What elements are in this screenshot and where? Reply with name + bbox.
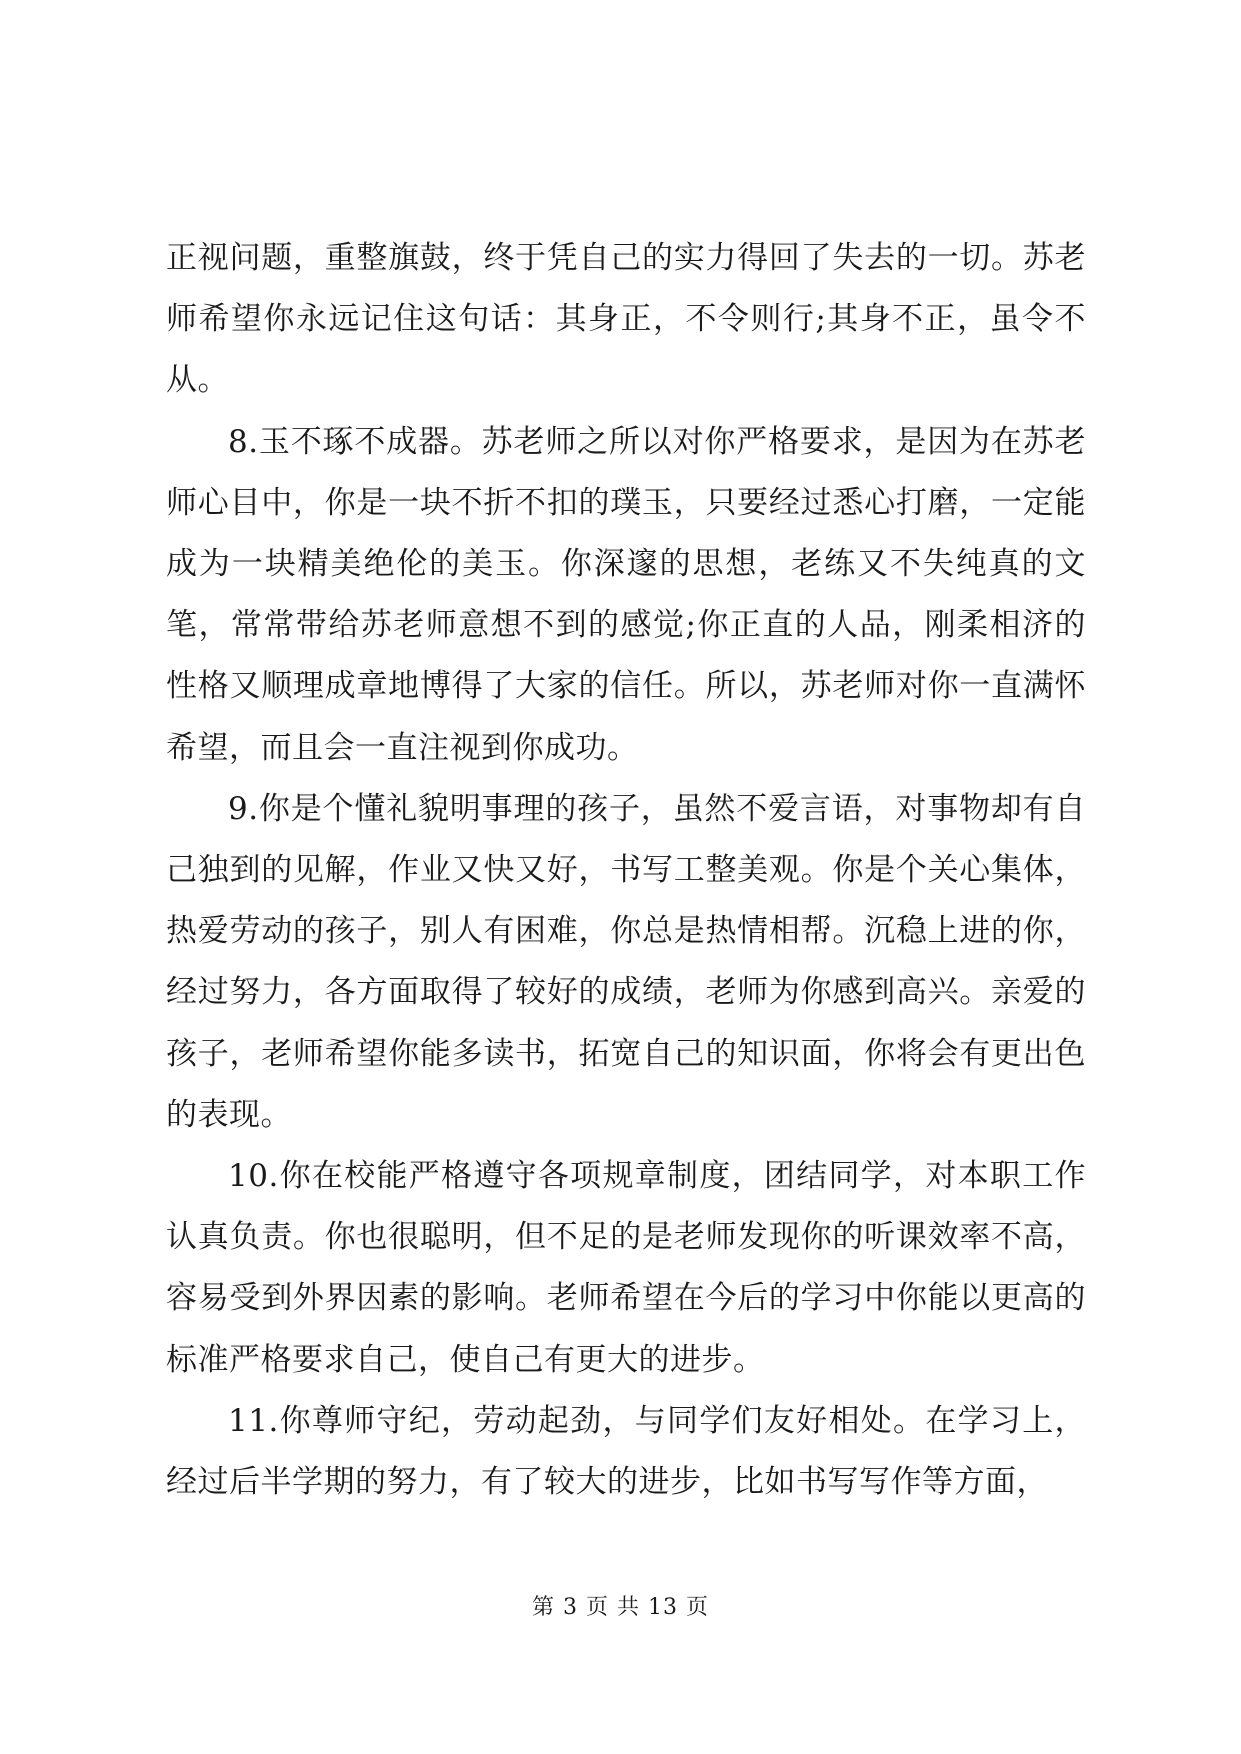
page-number-footer: 第 3 页 共 13 页 [532,1595,709,1620]
document-body [166,228,1086,1513]
paragraph-item-9: 9.你是个懂礼貌明事理的孩子，虽然不爱言语，对事物却有自己独到的见解，作业又快又好，书写工整美观。你是个关心集体，热爱劳动的孩子，别人有困难，你总是热情相帮。沉稳上进的你，经过努力，各方面取得了较好的成绩，老师为你感到高兴。亲爱的孩子，老师希望你能多读书，拓宽自己的知识面，你将会有更出色的表现。 [166,790,1086,1133]
paragraph-item-10: 10.你在校能严格遵守各项规章制度，团结同学，对本职工作认真负责。你也很聪明，但不足的是老师发现你的听课效率不高，容易受到外界因素的影响。老师希望在今后的学习中你能以更高的标准严格要求自己，使自己有更大的进步。 [166,1158,1086,1378]
paragraph-item-8: 8.玉不琢不成器。苏老师之所以对你严格要求，是因为在苏老师心目中，你是一块不折不扣的璞玉，只要经过悉心打磨，一定能成为一块精美绝伦的美玉。你深邃的思想，老练又不失纯真的文笔，常常带给苏老师意想不到的感觉;你正直的人品，刚柔相济的性格又顺理成章地博得了大家的信任。所以，苏老师对你一直满怀希望，而且会一直注视到你成功。 [166,423,1086,766]
paragraph-continuation: 正视问题，重整旗鼓，终于凭自己的实力得回了失去的一切。苏老师希望你永远记住这句话：其身正，不令则行;其身不正，虽令不从。 [166,240,1086,399]
paragraph-item-11: 11.你尊师守纪，劳动起劲，与同学们友好相处。在学习上，经过后半学期的努力，有了较大的进步，比如书写写作等方面， [166,1402,1086,1501]
